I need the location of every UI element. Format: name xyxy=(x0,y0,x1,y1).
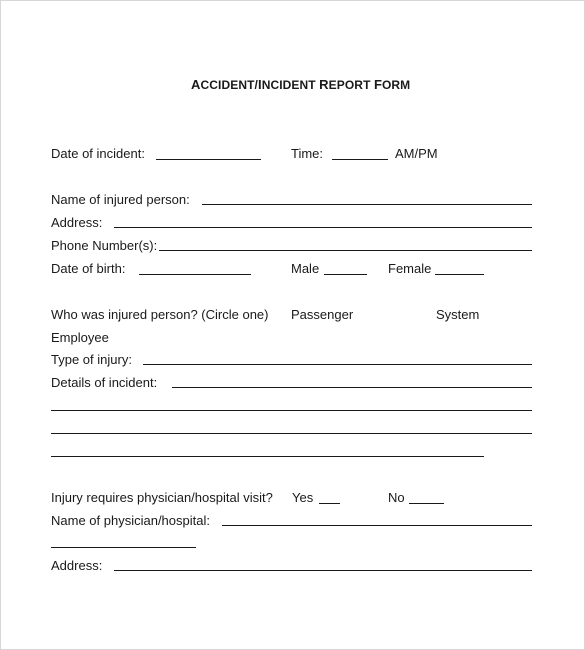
details-field-line-1[interactable] xyxy=(172,387,532,388)
no-label: No xyxy=(388,490,405,505)
option-system[interactable]: System xyxy=(436,307,480,322)
physician-name-field-line-1[interactable] xyxy=(222,525,532,526)
male-field[interactable] xyxy=(324,274,367,275)
option-passenger[interactable]: Passenger xyxy=(291,307,354,322)
details-label: Details of incident: xyxy=(51,375,158,390)
female-field[interactable] xyxy=(435,274,484,275)
who-injured-label: Who was injured person? (Circle one) xyxy=(51,307,269,322)
phone-field[interactable] xyxy=(159,250,532,251)
type-of-injury-field[interactable] xyxy=(143,364,532,365)
yes-field[interactable] xyxy=(319,503,340,504)
physician-name-label: Name of physician/hospital: xyxy=(51,513,210,528)
female-label: Female xyxy=(388,261,432,276)
injured-name-field[interactable] xyxy=(202,204,532,205)
time-label: Time: xyxy=(291,146,324,161)
phone-label: Phone Number(s): xyxy=(51,238,158,253)
address-label: Address: xyxy=(51,215,103,230)
yes-label: Yes xyxy=(292,490,314,505)
form-title: ACCIDENT/INCIDENT REPORT FORM xyxy=(191,77,411,92)
address-field[interactable] xyxy=(114,227,532,228)
details-field-line-2[interactable] xyxy=(51,410,532,411)
details-field-line-4[interactable] xyxy=(51,456,484,457)
date-of-incident-label: Date of incident: xyxy=(51,146,145,161)
details-field-line-3[interactable] xyxy=(51,433,532,434)
injured-name-label: Name of injured person: xyxy=(51,192,190,207)
no-field[interactable] xyxy=(409,503,444,504)
option-employee[interactable]: Employee xyxy=(51,330,109,345)
date-of-incident-field[interactable] xyxy=(156,159,261,160)
time-field[interactable] xyxy=(332,159,388,160)
male-label: Male xyxy=(291,261,320,276)
dob-label: Date of birth: xyxy=(51,261,126,276)
type-of-injury-label: Type of injury: xyxy=(51,352,132,367)
physician-name-field-line-2[interactable] xyxy=(51,547,196,548)
dob-field[interactable] xyxy=(139,274,251,275)
ampm-label: AM/PM xyxy=(395,146,438,161)
physician-address-label: Address: xyxy=(51,558,103,573)
physician-visit-label: Injury requires physician/hospital visit? xyxy=(51,490,273,505)
physician-address-field[interactable] xyxy=(114,570,532,571)
